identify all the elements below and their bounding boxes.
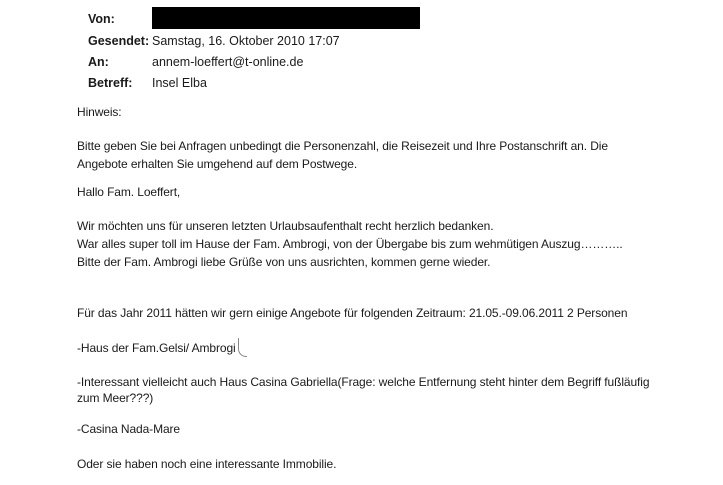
- greeting: Hallo Fam. Loeffert,: [77, 185, 181, 199]
- to-value: annem-loeffert@t-online.de: [152, 55, 304, 69]
- redacted-sender-block: [152, 7, 420, 29]
- thanks-line-3: Bitte der Fam. Ambrogi liebe Grüße von uns ausrichten, kommen gerne wieder.: [77, 255, 491, 269]
- from-label: Von:: [88, 12, 115, 26]
- option-2-line-2: zum Meer???): [77, 391, 154, 405]
- thanks-line-2: War alles super toll im Hause der Fam. Ambrogi, von der Übergabe bis zum wehmütigen Auszug………..: [77, 237, 623, 251]
- closing-line: Oder sie haben noch eine interessante Immobilie.: [77, 457, 337, 471]
- hint-heading: Hinweis:: [77, 105, 122, 119]
- option-2-line-1: -Interessant vielleicht auch Haus Casina Gabriella(Frage: welche Entfernung steht hinter dem Begriff fußläufig: [77, 375, 650, 389]
- sent-value: Samstag, 16. Oktober 2010 17:07: [152, 34, 340, 48]
- pen-mark: [238, 338, 247, 357]
- notice-line-2: Angebote erhalten Sie umgehend auf dem Postwege.: [77, 157, 358, 171]
- option-1: -Haus der Fam.Gelsi/ Ambrogi: [77, 341, 236, 355]
- sent-label: Gesendet:: [88, 34, 150, 48]
- option-3: -Casina Nada-Mare: [77, 422, 181, 436]
- thanks-line-1: Wir möchten uns für unseren letzten Urlaubsaufenthalt recht herzlich bedanken.: [77, 219, 494, 233]
- subject-label: Betreff:: [88, 76, 133, 90]
- request-line: Für das Jahr 2011 hätten wir gern einige Angebote für folgenden Zeitraum: 21.05.-09.06.2011 2 Personen: [77, 306, 628, 320]
- notice-line-1: Bitte geben Sie bei Anfragen unbedingt die Personenzahl, die Reisezeit und Ihre Postanschrift an. Die: [77, 139, 608, 153]
- subject-value: Insel Elba: [152, 76, 207, 90]
- to-label: An:: [88, 55, 109, 69]
